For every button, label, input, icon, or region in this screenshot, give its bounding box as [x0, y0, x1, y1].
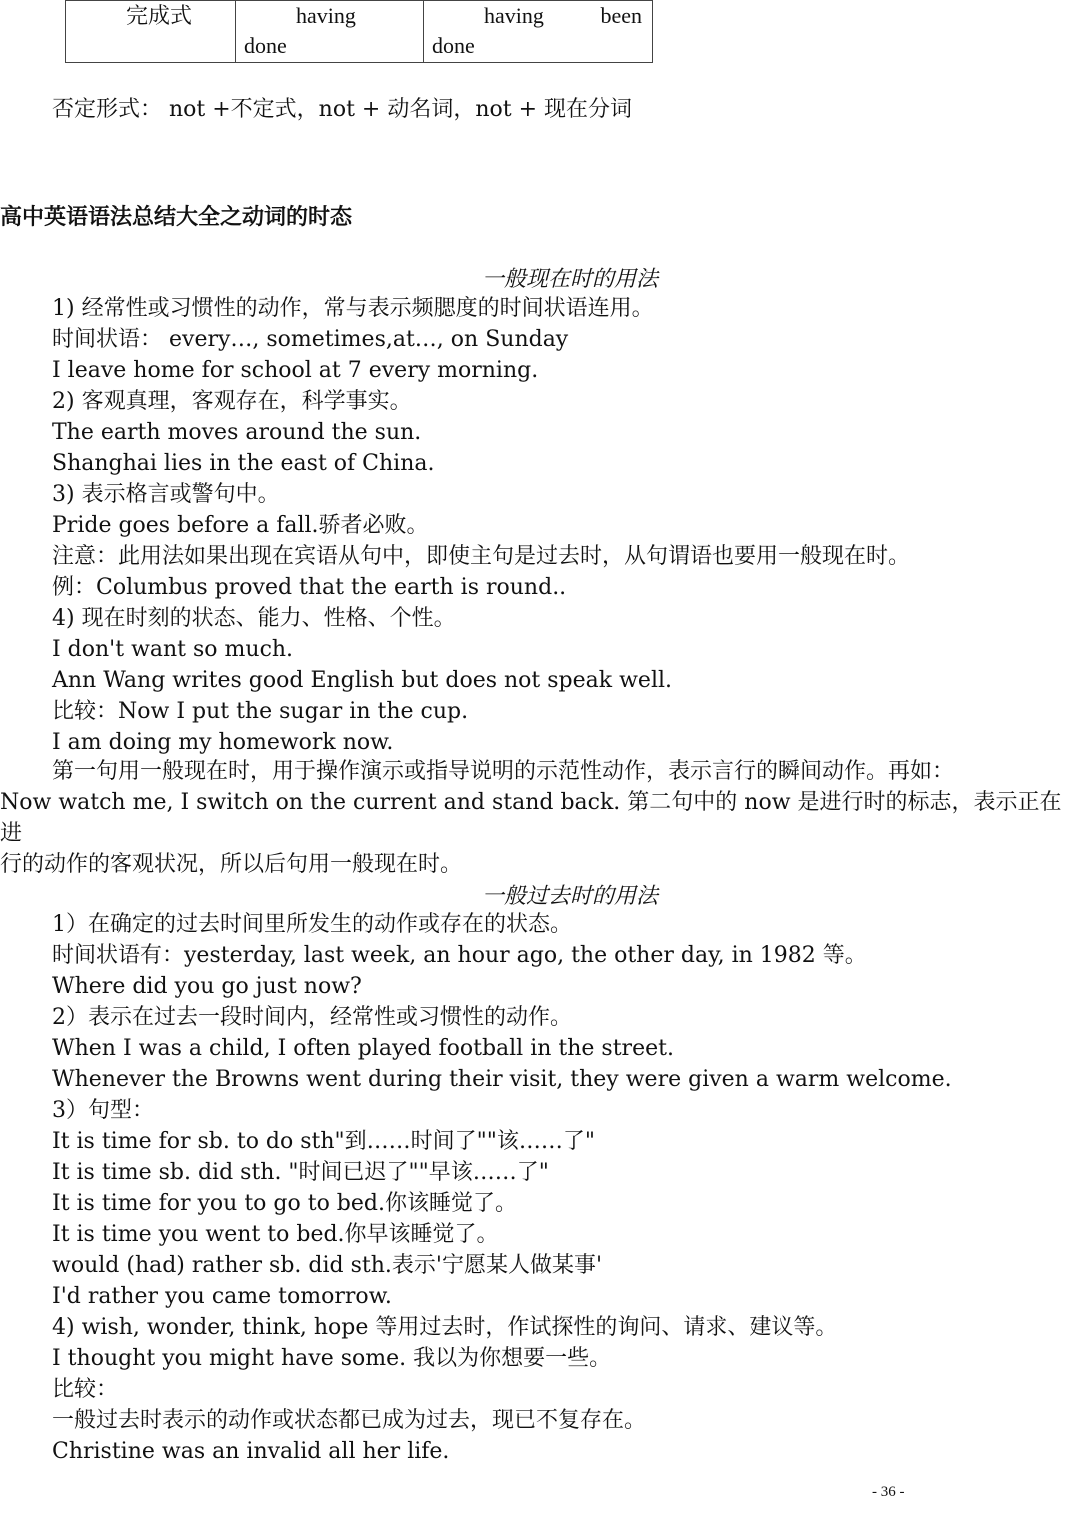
cell-text: done — [244, 33, 287, 58]
text-line: It is time sb. did sth. "时间已迟了""早该……了" — [52, 1160, 549, 1185]
heading-simple-present: 一般现在时的用法 — [481, 267, 658, 292]
text-line: 1) 经常性或习惯性的动作，常与表示频腮度的时间状语连用。 — [52, 296, 654, 321]
text-line: 注意：此用法如果出现在宾语从句中，即使主句是过去时，从句谓语也要用一般现在时。 — [52, 544, 911, 569]
page-number: - 36 - — [872, 1484, 905, 1500]
cell-text: done — [432, 33, 475, 58]
text-line: 一般过去时表示的动作或状态都已成为过去，现已不复存在。 — [52, 1408, 647, 1433]
cell-text: been — [600, 3, 642, 28]
cell-text: having — [484, 3, 544, 28]
text-line: 2）表示在过去一段时间内，经常性或习惯性的动作。 — [52, 1005, 572, 1030]
text-line: Christine was an invalid all her life. — [52, 1439, 450, 1464]
text-line: I thought you might have some. 我以为你想要一些。 — [52, 1346, 612, 1371]
text-line: Shanghai lies in the east of China. — [52, 451, 435, 476]
cell-text: 完成式 — [126, 3, 193, 28]
text-line: 时间状语有：yesterday, last week, an hour ago, the other day, in 1982 等。 — [52, 943, 867, 968]
text-line: 2) 客观真理，客观存在，科学事实。 — [52, 389, 412, 414]
text-line: Pride goes before a fall.骄者必败。 — [52, 513, 429, 538]
text-line: The earth moves around the sun. — [52, 420, 422, 445]
text-line: 4) 现在时刻的状态、能力、性格、个性。 — [52, 606, 456, 631]
text-line: It is time you went to bed.你早该睡觉了。 — [52, 1222, 499, 1247]
text-line: When I was a child, I often played football in the street. — [52, 1036, 674, 1061]
paragraph-line: 第一句用一般现在时，用于操作演示或指导说明的示范性动作，表示言行的瞬间动作。再如： — [52, 759, 955, 784]
table-cell-perfect — [66, 1, 236, 63]
text-line: Where did you go just now? — [52, 974, 362, 999]
text-line: I don't want so much. — [52, 637, 294, 662]
text-line: 4) wish, wonder, think, hope 等用过去时，作试探性的询问、请求、建议等。 — [52, 1315, 838, 1340]
text-line: I am doing my homework now. — [52, 730, 394, 755]
negation-line: 否定形式： not +不定式，not + 动名词，not + 现在分词 — [52, 97, 633, 122]
text-line: would (had) rather sb. did sth.表示'宁愿某人做某事' — [52, 1253, 603, 1278]
text-line: I leave home for school at 7 every morning. — [52, 358, 539, 383]
table-row — [66, 1, 653, 63]
forms-table — [65, 0, 653, 63]
cell-text: having — [296, 3, 356, 28]
text-line: 3）句型： — [52, 1098, 154, 1123]
text-line: 3) 表示格言或警句中。 — [52, 482, 280, 507]
text-line: 比较：Now I put the sugar in the cup. — [52, 699, 469, 724]
table-cell-active — [236, 1, 424, 63]
table-cell-passive — [424, 1, 653, 63]
text-line: 比较： — [52, 1377, 119, 1402]
text-line: 例：Columbus proved that the earth is round.. — [52, 575, 567, 600]
text-line: It is time for you to go to bed.你该睡觉了。 — [52, 1191, 517, 1216]
paragraph — [0, 756, 1080, 880]
paragraph-line: 行的动作的客观状况，所以后句用一般现在时。 — [0, 852, 463, 877]
text-line: It is time for sb. to do sth"到……时间了""该……了" — [52, 1129, 596, 1154]
text-line: 1）在确定的过去时间里所发生的动作或存在的状态。 — [52, 912, 572, 937]
text-line: Whenever the Browns went during their visit, they were given a warm welcome. — [52, 1067, 952, 1092]
paragraph-line: Now watch me, I switch on the current and stand back. 第二句中的 now 是进行时的标志，表示正在进 — [0, 790, 1062, 846]
text-line: 时间状语： every…, sometimes,at…, on Sunday — [52, 327, 569, 352]
section-title: 高中英语语法总结大全之动词的时态 — [0, 205, 353, 230]
heading-simple-past: 一般过去时的用法 — [481, 884, 658, 909]
text-line: I'd rather you came tomorrow. — [52, 1284, 392, 1309]
text-line: Ann Wang writes good English but does not speak well. — [52, 668, 673, 693]
